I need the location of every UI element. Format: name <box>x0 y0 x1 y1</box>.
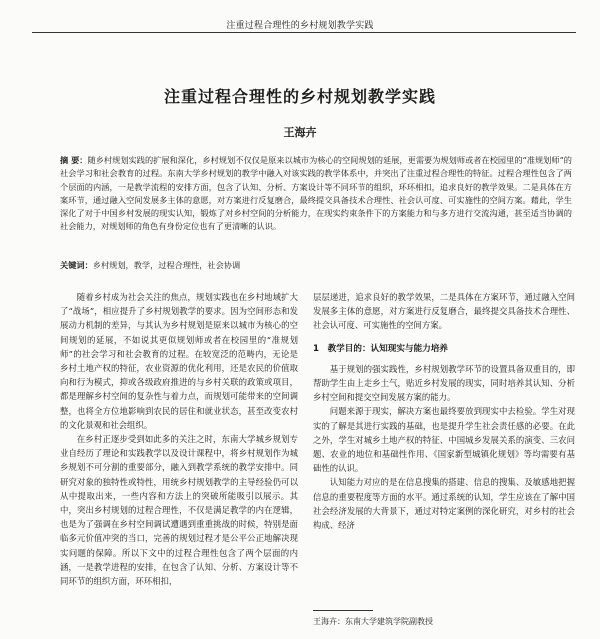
paper-author: 王海卉 <box>283 126 317 139</box>
right-column <box>313 290 575 532</box>
abstract-label: 摘 要： <box>60 155 88 165</box>
keywords-text: 乡村规划，教学，过程合理性，社会协调 <box>92 260 241 270</box>
footnote-divider <box>313 610 373 611</box>
abstract <box>60 154 572 234</box>
body-paragraph: 基于规划的强实践性，乡村规划教学环节的设置具备双重目的，即帮助学生由上走乡土气，贴近乡村发展的现实，同时培养其认知、分析乡村空间和提交空间发展方案的能力。 <box>313 363 575 403</box>
body-paragraph-continued: 层层递进，追求良好的教学效果，二是具体在方案环节，通过融入空间发展多主体的意愿，对方案进行反复磨合，最终提交具备技术合理性、社会认可度、可实施性的空间方案。 <box>313 292 575 331</box>
body-paragraph: 在乡村正逐步受到如此多的关注之时，东南大学城乡规划专业自经历了理论和实践教学以及设计课程中，将乡村规划作为城乡规划不可分割的重要部分，融入到教学系统的教学安排中。同研究对象的独特性或特性，用统乡村规划教学的主导经验仍可以从中提取出来，一些内容和方法上的突破所能吸引以展示。其中，突出乡村规划的过程合理性，不仅是满足教学的内在逻辑，也是为了强调在乡村空间调试遭遇到重重挑战的时候，特别是面临多元价值冲突的当口，完善的规划过程才是公平公正地解决现实问题的保障。所以下文中的过程合理性包含了两个层面的内涵，一是教学进程的安排，在包含了认知、分析、方案设计等不同环节的组织方面，环环相扣， <box>60 434 298 587</box>
section-heading: 1 教学目的：认知现实与能力培养 <box>313 343 448 354</box>
paper-title: 注重过程合理性的乡村规划教学实践 <box>163 87 436 106</box>
running-header <box>0 0 600 40</box>
header-divider <box>32 32 576 33</box>
abstract-text: 随乡村规划实践的扩展和深化，乡村规划不仅仅是原来以城市为核心的空间规划的延展，更需要为规划师或者在校园里的“准规划师”的社会学习和社会教育的过程。东南大学乡村规划的教学中融入对该实践的教学体系中，并突出了注重过程合理性的特征。过程合理性包含了两个层面的内涵，一是教学流程的安排方面，包含了认知、分析、方案设计等不同环节的组织，环环相扣，追求良好的教学效果。二是具体在方案环节，通过融入空间发展多主体的意愿，对方案进行反复磨合，最终提交具备技术合理性、社会认可度、可实施性的空间方案。藉此，学生深化了对于中国乡村发展的现实认知，锻炼了对乡村空间的分析能力，在现实约束条件下的方案能力和与多方进行交流沟通，甚至适当协调的社会能力，对规划师的角色有身份定位也有了更清晰的认识。 <box>60 155 572 232</box>
left-column <box>60 290 298 588</box>
body-paragraph: 随着乡村成为社会关注的焦点，规划实践也在乡村地域扩大了“战场”，相应提升了乡村规划教学的要求。因为空间形态和发展动力机制的差异，与其认为乡村规划是原来以城市为核心的空间规划的延展，不如说其更似规划师或者在校园里的“准规划师”的社会学习和社会教育的过程。在较宽泛的范畴内，无论是乡村土地产权的特征，农业资源的优化利用，还是农民的价值取向和行为模式，抑或各级政府推进的与乡村关联的政策或项目，都是理解乡村空间的复杂性与着力点，而规划可能带来的空间调整，也将全方位地影响到农民的居住和就业状态，甚至改变农村的文化景观和社会组织。 <box>60 292 298 430</box>
running-header-title: 注重过程合理性的乡村规划教学实践 <box>226 21 374 31</box>
keywords-label: 关键词： <box>60 260 93 270</box>
keywords <box>60 260 572 271</box>
author-footnote: 王海卉：东南大学建筑学院副教授 <box>313 617 433 626</box>
body-paragraph: 认知能力对应的是在信息搜集的搭建、信息的搜集、及敏感地把握信息的重要程度等方面的水平。通过系统的认知，学生应该在了解中国社会经济发展的大背景下，通过对特定案例的深化研究，对乡村的社会构成、经济 <box>313 477 575 531</box>
body-paragraph: 问题来源于现实，解决方案也最终要放到现实中去检验。学生对现实的了解是其进行实践的基础，也是提升学生社会责任感的必要。在此之外，学生对城乡土地产权的特征、中国城乡发展关系的演变、三农问题、农业的地位和基础性作用、《国家新型城镇化规划》等均需要有基础性的认识。 <box>313 406 575 474</box>
